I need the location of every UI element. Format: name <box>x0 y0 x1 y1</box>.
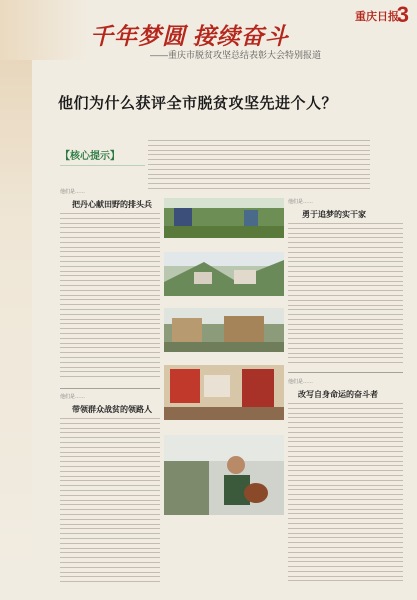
story-title: 带领群众战贫的领路人 <box>72 405 152 414</box>
story-body <box>60 418 160 596</box>
paper-name: 重庆日报 <box>355 11 399 23</box>
photo-village-bridge <box>164 252 284 296</box>
story-kicker: 他们是…… <box>288 379 314 385</box>
banner-title: 千年梦圆 接续奋斗 <box>90 24 289 49</box>
story-title: 把丹心献田野的排头兵 <box>72 200 152 209</box>
page-number: 3 <box>396 2 409 27</box>
story-body <box>288 403 403 595</box>
story-kicker: 他们是…… <box>288 199 314 205</box>
decorative-corner <box>0 0 90 60</box>
story-kicker: 他们是…… <box>60 394 86 400</box>
intro-text <box>148 140 370 192</box>
story-kicker: 他们是…… <box>60 189 86 195</box>
story-title: 改写自身命运的奋斗者 <box>298 390 378 399</box>
section-divider <box>288 372 403 373</box>
story-title: 勇于追梦的实干家 <box>302 210 366 219</box>
section-divider <box>60 388 160 389</box>
photo-family-interior <box>164 365 284 420</box>
photo-market-street <box>164 308 284 352</box>
decorative-side-band <box>0 60 32 600</box>
core-tip-label: 【核心提示】 <box>60 151 120 162</box>
main-headline: 他们为什么获评全市脱贫攻坚先进个人？ <box>58 96 338 112</box>
story-body <box>60 213 160 391</box>
tip-underline <box>60 165 145 166</box>
banner-subtitle: ——重庆市脱贫攻坚总结表彰大会特别报道 <box>150 50 322 60</box>
photo-farmer-with-rooster <box>164 435 284 515</box>
photo-farm-greenhouse <box>164 198 284 238</box>
story-body <box>288 223 403 368</box>
